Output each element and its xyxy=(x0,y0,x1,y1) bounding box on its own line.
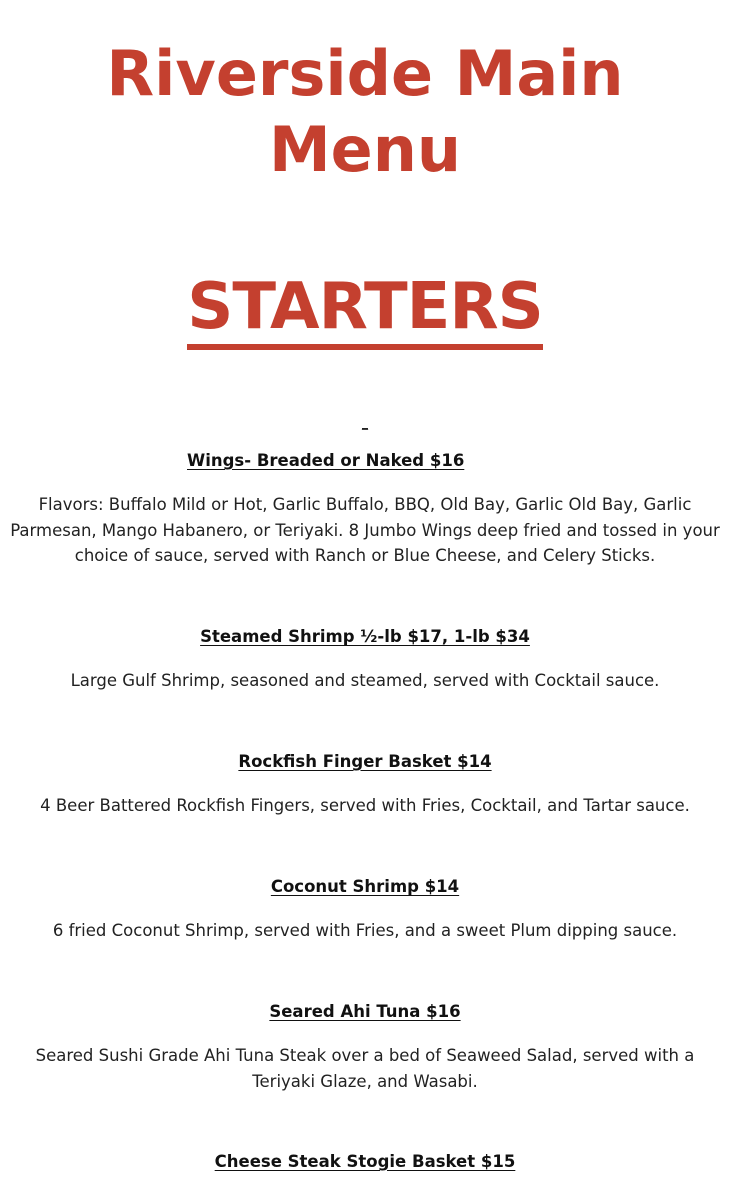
menu-item-heading: Seared Ahi Tuna $16 xyxy=(269,1002,461,1021)
menu-item-description: 4 Beer Battered Rockfish Fingers, served with Fries, Cocktail, and Tartar sauce. xyxy=(40,796,690,815)
menu-title xyxy=(0,36,730,188)
section-header-starters xyxy=(0,270,730,350)
section-title: STARTERS xyxy=(187,270,542,350)
menu-item xyxy=(30,1151,700,1173)
menu-item-heading: Wings- Breaded or Naked $16 xyxy=(187,451,465,470)
menu-item-description: Flavors: Buffalo Mild or Hot, Garlic Buffalo, BBQ, Old Bay, Garlic Old Bay, Garlic Parmesan, Mango Habanero, or Teriyaki. 8 Jumbo Wings deep fried and tossed in your choice of sauce, served with Ranch or Blue Cheese, and Celery Sticks. xyxy=(10,495,720,565)
menu-title-line1: Riverside Main xyxy=(106,36,624,110)
menu-item-heading: Coconut Shrimp $14 xyxy=(270,877,460,896)
menu-item-description: 6 fried Coconut Shrimp, served with Fries, and a sweet Plum dipping sauce. xyxy=(52,921,678,940)
menu-item-heading: Rockfish Finger Basket $14 xyxy=(238,752,492,771)
menu-item-heading: Cheese Steak Stogie Basket $15 xyxy=(214,1152,516,1171)
menu-item-heading: Steamed Shrimp ½-lb $17, 1-lb $34 xyxy=(200,627,530,646)
menu-item-description: Seared Sushi Grade Ahi Tuna Steak over a bed of Seaweed Salad, served with a Teriyaki Glaze, and Wasabi. xyxy=(35,1046,695,1091)
menu-item xyxy=(10,450,720,569)
menu-item xyxy=(30,751,700,819)
menu-item xyxy=(30,626,700,694)
stray-mark: _ xyxy=(362,416,368,430)
menu-item xyxy=(30,1001,700,1094)
menu-item xyxy=(30,876,700,944)
menu-title-line2: Menu xyxy=(268,112,462,186)
menu-item-description: Large Gulf Shrimp, seasoned and steamed, served with Cocktail sauce. xyxy=(70,671,660,690)
